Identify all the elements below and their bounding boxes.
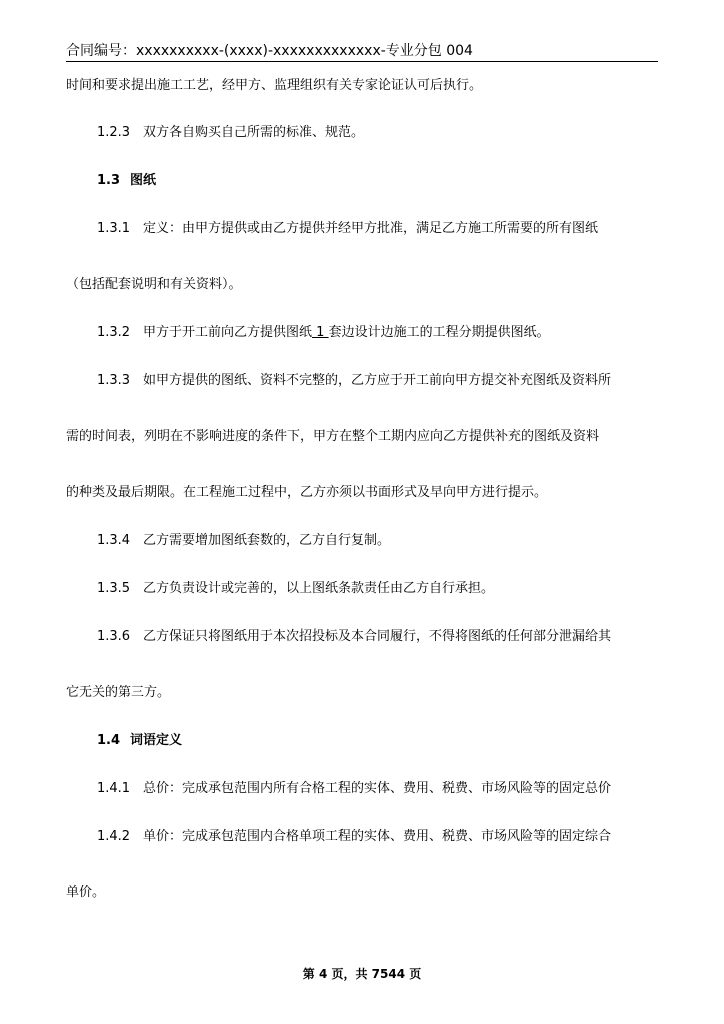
- clause-text: 单价：完成承包范围内合格单项工程的实体、费用、税费、市场风险等的固定综合: [143, 829, 612, 844]
- clause-1-3-3-line-2: 需的时间表，列明在不影响进度的条件下，甲方在整个工期内应向乙方提供补充的图纸及资料: [66, 429, 600, 444]
- clause-text: 乙方负责设计或完善的，以上图纸条款责任由乙方自行承担。: [143, 581, 495, 596]
- clause-number: 1.3.3: [97, 373, 131, 388]
- clause-text: 总价：完成承包范围内所有合格工程的实体、费用、税费、市场风险等的固定总价: [143, 781, 612, 796]
- clause-number: 1.4.1: [97, 781, 131, 796]
- page-number-footer: 第 4 页，共 7544 页: [302, 967, 422, 981]
- clause-number: 1.3.4: [97, 533, 131, 548]
- clause-text: 定义：由甲方提供或由乙方提供并经甲方批准，满足乙方施工所需要的所有图纸: [143, 221, 599, 236]
- clause-number: 1.3.6: [97, 629, 131, 644]
- clause-1-3-5: [97, 580, 494, 598]
- contract-number-header: 合同编号：xxxxxxxxxx-(xxxx)-xxxxxxxxxxxxx-专业分包 004: [66, 43, 473, 59]
- drawing-set-count: 1: [312, 325, 329, 340]
- clause-text-pre: 甲方于开工前向乙方提供图纸: [143, 325, 313, 340]
- clause-1-3-4: [97, 532, 390, 550]
- clause-text: 双方各自购买自己所需的标准、规范。: [143, 125, 365, 140]
- paragraph-1-2-2-continuation: 时间和要求提出施工工艺，经甲方、监理组织有关专家论证认可后执行。: [66, 78, 483, 93]
- clause-1-4-1: [97, 780, 611, 798]
- clause-1-3-6-line-2: 它无关的第三方。: [66, 685, 171, 700]
- clause-1-3-3-line-3: 的种类及最后期限。在工程施工过程中，乙方亦须以书面形式及早向甲方进行提示。: [66, 485, 548, 500]
- clause-number: 1.4.2: [97, 829, 131, 844]
- clause-1-3-6: [97, 628, 611, 646]
- clause-number: 1.3.1: [97, 221, 131, 236]
- clause-text: 乙方保证只将图纸用于本次招投标及本合同履行，不得将图纸的任何部分泄漏给其: [143, 629, 612, 644]
- section-number: 1.3: [97, 173, 121, 188]
- section-heading-1-3: [97, 172, 156, 190]
- clause-number: 1.3.5: [97, 581, 131, 596]
- clause-text: 乙方需要增加图纸套数的，乙方自行复制。: [143, 533, 391, 548]
- header-divider: [66, 61, 658, 62]
- clause-1-2-3: [97, 124, 364, 142]
- section-title: 词语定义: [130, 733, 183, 748]
- section-heading-1-4: [97, 732, 182, 750]
- clause-1-4-2-line-2: 单价。: [66, 885, 106, 900]
- section-number: 1.4: [97, 733, 121, 748]
- clause-1-3-3: [97, 372, 611, 390]
- clause-1-3-1: [97, 220, 598, 238]
- clause-text-post: 套边设计边施工的工程分期提供图纸。: [328, 325, 550, 340]
- clause-1-3-1-line-2: （包括配套说明和有关资料）。: [66, 277, 242, 292]
- clause-1-3-2: [97, 324, 550, 342]
- clause-text: 如甲方提供的图纸、资料不完整的，乙方应于开工前向甲方提交补充图纸及资料所: [143, 373, 612, 388]
- clause-1-4-2: [97, 828, 611, 846]
- section-title: 图纸: [130, 173, 157, 188]
- clause-number: 1.2.3: [97, 125, 131, 140]
- clause-number: 1.3.2: [97, 325, 131, 340]
